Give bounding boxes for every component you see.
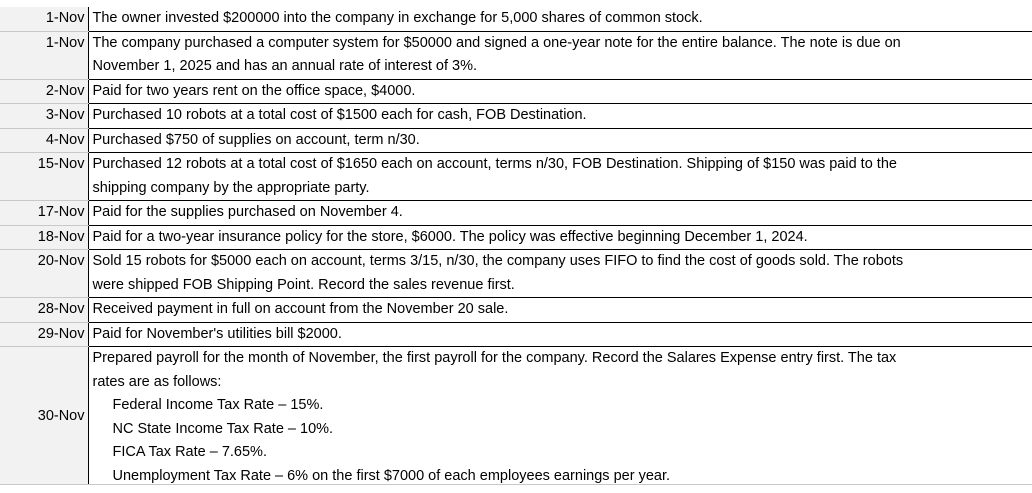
top-edge <box>0 0 1032 7</box>
date-text: 30-Nov <box>37 407 85 424</box>
tax-rate-line: Federal Income Tax Rate – 15%. <box>112 397 324 413</box>
description-line: November 1, 2025 and has an annual rate of interest of 3%. <box>92 58 477 74</box>
transactions-table <box>0 7 1032 489</box>
description-line: Purchased $750 of supplies on account, term n/30. <box>92 131 420 148</box>
description-cell[interactable] <box>88 31 1032 79</box>
table-row <box>0 322 1032 347</box>
tax-rate-line: Unemployment Tax Rate – 6% on the first $7000 of each employees earnings per year. <box>112 467 670 484</box>
description-cell[interactable] <box>88 322 1032 347</box>
description-cell[interactable] <box>88 225 1032 250</box>
table-row <box>0 298 1032 323</box>
table-row <box>0 347 1032 489</box>
date-cell[interactable]: 2-Nov <box>0 79 88 104</box>
description-cell[interactable] <box>88 201 1032 226</box>
date-cell[interactable] <box>0 347 88 489</box>
description-line: Received payment in full on account from the November 20 sale. <box>92 301 509 317</box>
description-cell[interactable] <box>88 7 1032 31</box>
tax-rate-line: NC State Income Tax Rate – 10%. <box>112 420 334 437</box>
table-row <box>0 250 1032 298</box>
table-row <box>0 7 1032 31</box>
description-line: shipping company by the appropriate party. <box>92 179 370 196</box>
description-line: The owner invested $200000 into the company in exchange for 5,000 shares of common stock. <box>92 10 703 26</box>
description-cell[interactable] <box>88 250 1032 298</box>
date-cell[interactable]: 17-Nov <box>0 201 88 226</box>
description-line: Paid for a two-year insurance policy for the store, $6000. The policy was effective beginning December 1, 2024. <box>92 228 808 245</box>
date-cell[interactable]: 29-Nov <box>0 322 88 347</box>
description-cell[interactable] <box>88 104 1032 129</box>
table-row <box>0 104 1032 129</box>
date-cell[interactable]: 15-Nov <box>0 153 88 201</box>
tax-rate-line: FICA Tax Rate – 7.65%. <box>112 444 267 460</box>
description-line: Purchased 10 robots at a total cost of $1500 each for cash, FOB Destination. <box>92 107 587 123</box>
description-cell[interactable] <box>88 79 1032 104</box>
description-line: were shipped FOB Shipping Point. Record the sales revenue first. <box>92 276 515 293</box>
table-row <box>0 128 1032 153</box>
description-line: The company purchased a computer system for $50000 and signed a one-year note for the entire balance. The note is due on <box>92 34 901 51</box>
date-cell[interactable]: 20-Nov <box>0 250 88 298</box>
table-row <box>0 153 1032 201</box>
description-cell[interactable] <box>88 153 1032 201</box>
table-row <box>0 201 1032 226</box>
date-cell[interactable]: 1-Nov <box>0 31 88 79</box>
bottom-edge <box>0 484 1032 493</box>
table-row <box>0 79 1032 104</box>
date-cell[interactable]: 3-Nov <box>0 104 88 129</box>
description-cell[interactable] <box>88 128 1032 153</box>
description-line: Sold 15 robots for $5000 each on account, terms 3/15, n/30, the company uses FIFO to find the cost of goods sold. The robots <box>92 253 904 269</box>
date-cell[interactable]: 18-Nov <box>0 225 88 250</box>
description-line: Paid for the supplies purchased on November 4. <box>92 204 403 220</box>
description-line: Paid for two years rent on the office space, $4000. <box>92 82 416 99</box>
date-cell[interactable]: 1-Nov <box>0 7 88 31</box>
table-row <box>0 31 1032 79</box>
description-line: Prepared payroll for the month of November, the first payroll for the company. Record the Salares Expense entry first. The tax <box>92 350 897 366</box>
description-line: rates are as follows: <box>92 373 222 390</box>
description-line: Purchased 12 robots at a total cost of $1650 each on account, terms n/30, FOB Destination. Shipping of $150 was paid to the <box>92 156 897 172</box>
description-cell[interactable] <box>88 347 1032 489</box>
date-cell[interactable]: 28-Nov <box>0 298 88 323</box>
description-cell[interactable] <box>88 298 1032 323</box>
description-line: Paid for November's utilities bill $2000. <box>92 325 342 342</box>
table-row <box>0 225 1032 250</box>
date-cell[interactable]: 4-Nov <box>0 128 88 153</box>
